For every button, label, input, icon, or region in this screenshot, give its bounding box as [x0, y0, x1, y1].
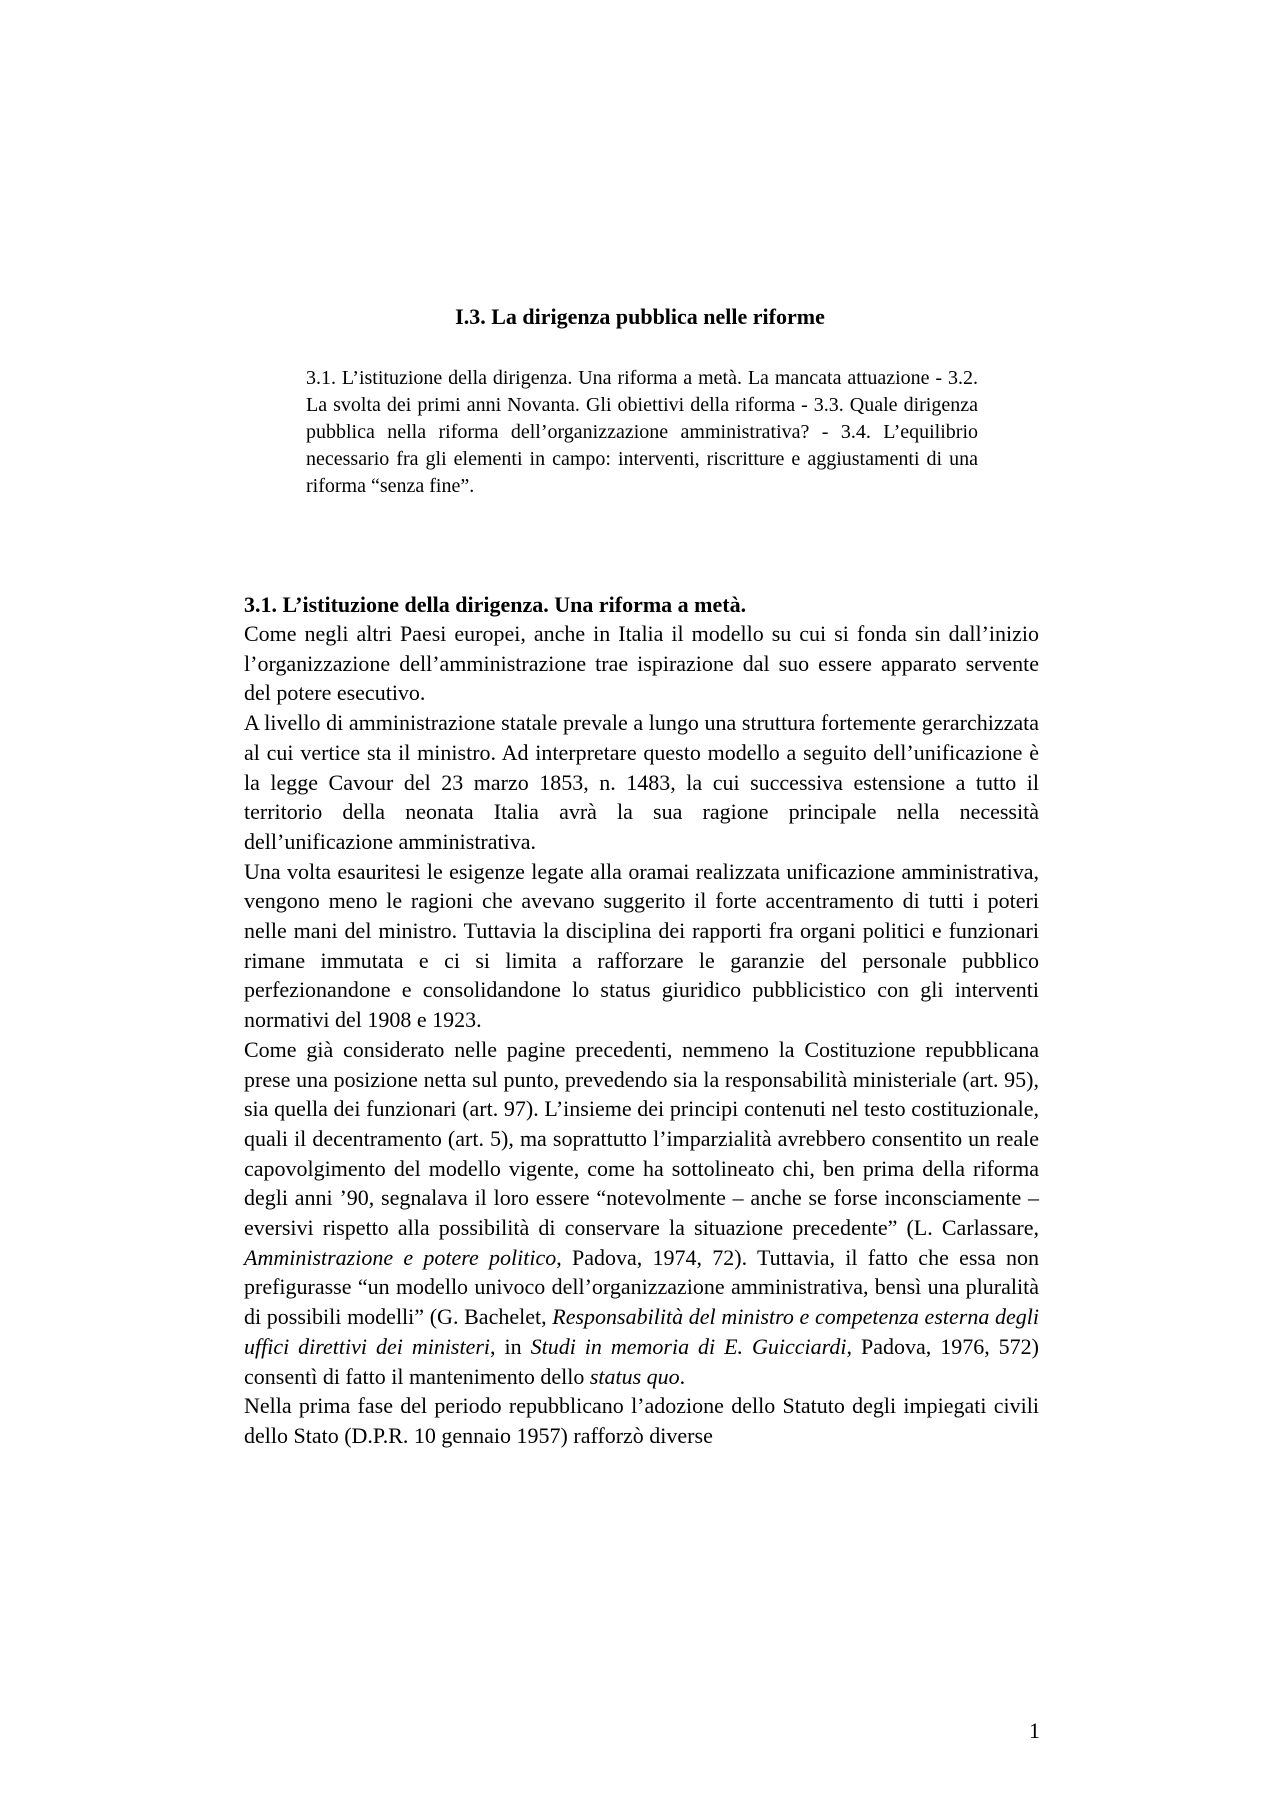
paragraph-1: Come negli altri Paesi europei, anche in Italia il modello su cui si fonda sin dall’inizio l’organizzazione dell’amministrazione trae ispirazione dal suo essere apparato servente del potere esecutivo.: [244, 621, 1039, 706]
paragraph-4-text-d: , Padova, 1976, 572) consentì di fatto il mantenimento dello: [244, 1333, 1039, 1389]
paragraph-2: A livello di amministrazione statale prevale a lungo una struttura fortemente gerarchizzata al cui vertice sta il ministro. Ad interpretare questo modello a seguito dell’unificazione è la legge Cavour del 23 marzo 1853, n. 1483, la cui successiva estensione a tutto il territorio della neonata Italia avrà la sua ragione principale nella necessità dell’unificazione amministrativa.: [244, 710, 1039, 854]
paragraph-4-text-c: , in: [490, 1333, 531, 1359]
paragraph-5: Nella prima fase del periodo repubblicano l’adozione dello Statuto degli impiegati civili dello Stato (D.P.R. 10 gennaio 1957) rafforzò diverse: [244, 1393, 1039, 1448]
citation-title-studi: Studi in memoria di E. Guicciardi: [530, 1333, 847, 1359]
page-number: 1: [1029, 1718, 1040, 1743]
paragraph-3: Una volta esauritesi le esigenze legate alla oramai realizzata unificazione amministrativa, vengono meno le ragioni che avevano suggerito il forte accentramento di tutti i poteri nelle mani del ministro. Tuttavia la disciplina dei rapporti fra organi politici e funzionari rimane immutata e ci si limita a rafforzare le garanzie del personale pubblico perfezionandone e consolidandone lo status giuridico pubblicistico con gli interventi normativi del 1908 e 1923.: [244, 858, 1039, 1033]
citation-title-bachelet: Responsabilità del ministro e competenza esterna degli uffici direttivi dei ministeri: [244, 1304, 1039, 1359]
chapter-title: I.3. La dirigenza pubblica nelle riforme: [455, 304, 825, 329]
paragraph-4-text-e: .: [679, 1363, 686, 1389]
paragraph-4-text-a: Come già considerato nelle pagine precedenti, nemmeno la Costituzione repubblicana prese una posizione netta sul punto, prevedendo sia la responsabilità ministeriale (art. 95), sia quella dei funzionari (art. 97). L’insieme dei principi contenuti nel testo costituzionale, quali il decentramento (art. 5), ma soprattutto l’imparzialità avrebbero consentito un reale capovolgimento del modello vigente, come ha sottolineato chi, ben prima della riforma degli anni ’90, segnalava il loro essere “notevolmente – anche se forse inconsciamente – eversivi rispetto alla possibilità di conservare la situazione precedente” (L. Carlassare,: [244, 1036, 1039, 1241]
body-text: [244, 619, 1039, 1451]
paragraph-4-text-b: , Padova, 1974, 72). Tuttavia, il fatto che essa non prefigurasse “un modello univoco dell’organizzazione amministrativa, bensì una pluralità di possibili modelli” (G. Bachelet,: [244, 1244, 1039, 1330]
citation-title-carlassare: Amministrazione e potere politico: [244, 1244, 557, 1270]
section-heading: 3.1. L’istituzione della dirigenza. Una riforma a metà.: [244, 592, 747, 617]
chapter-summary: 3.1. L’istituzione della dirigenza. Una riforma a metà. La mancata attuazione - 3.2. La svolta dei primi anni Novanta. Gli obiettivi della riforma - 3.3. Quale dirigenza pubblica nella riforma dell’organizzazione amministrativa? - 3.4. L’equilibrio necessario fra gli elementi in campo: interventi, riscritture e aggiustamenti di una riforma “senza fine”.: [306, 367, 978, 497]
paragraph-4: [244, 1035, 1039, 1391]
status-quo-term: status quo: [589, 1363, 680, 1389]
